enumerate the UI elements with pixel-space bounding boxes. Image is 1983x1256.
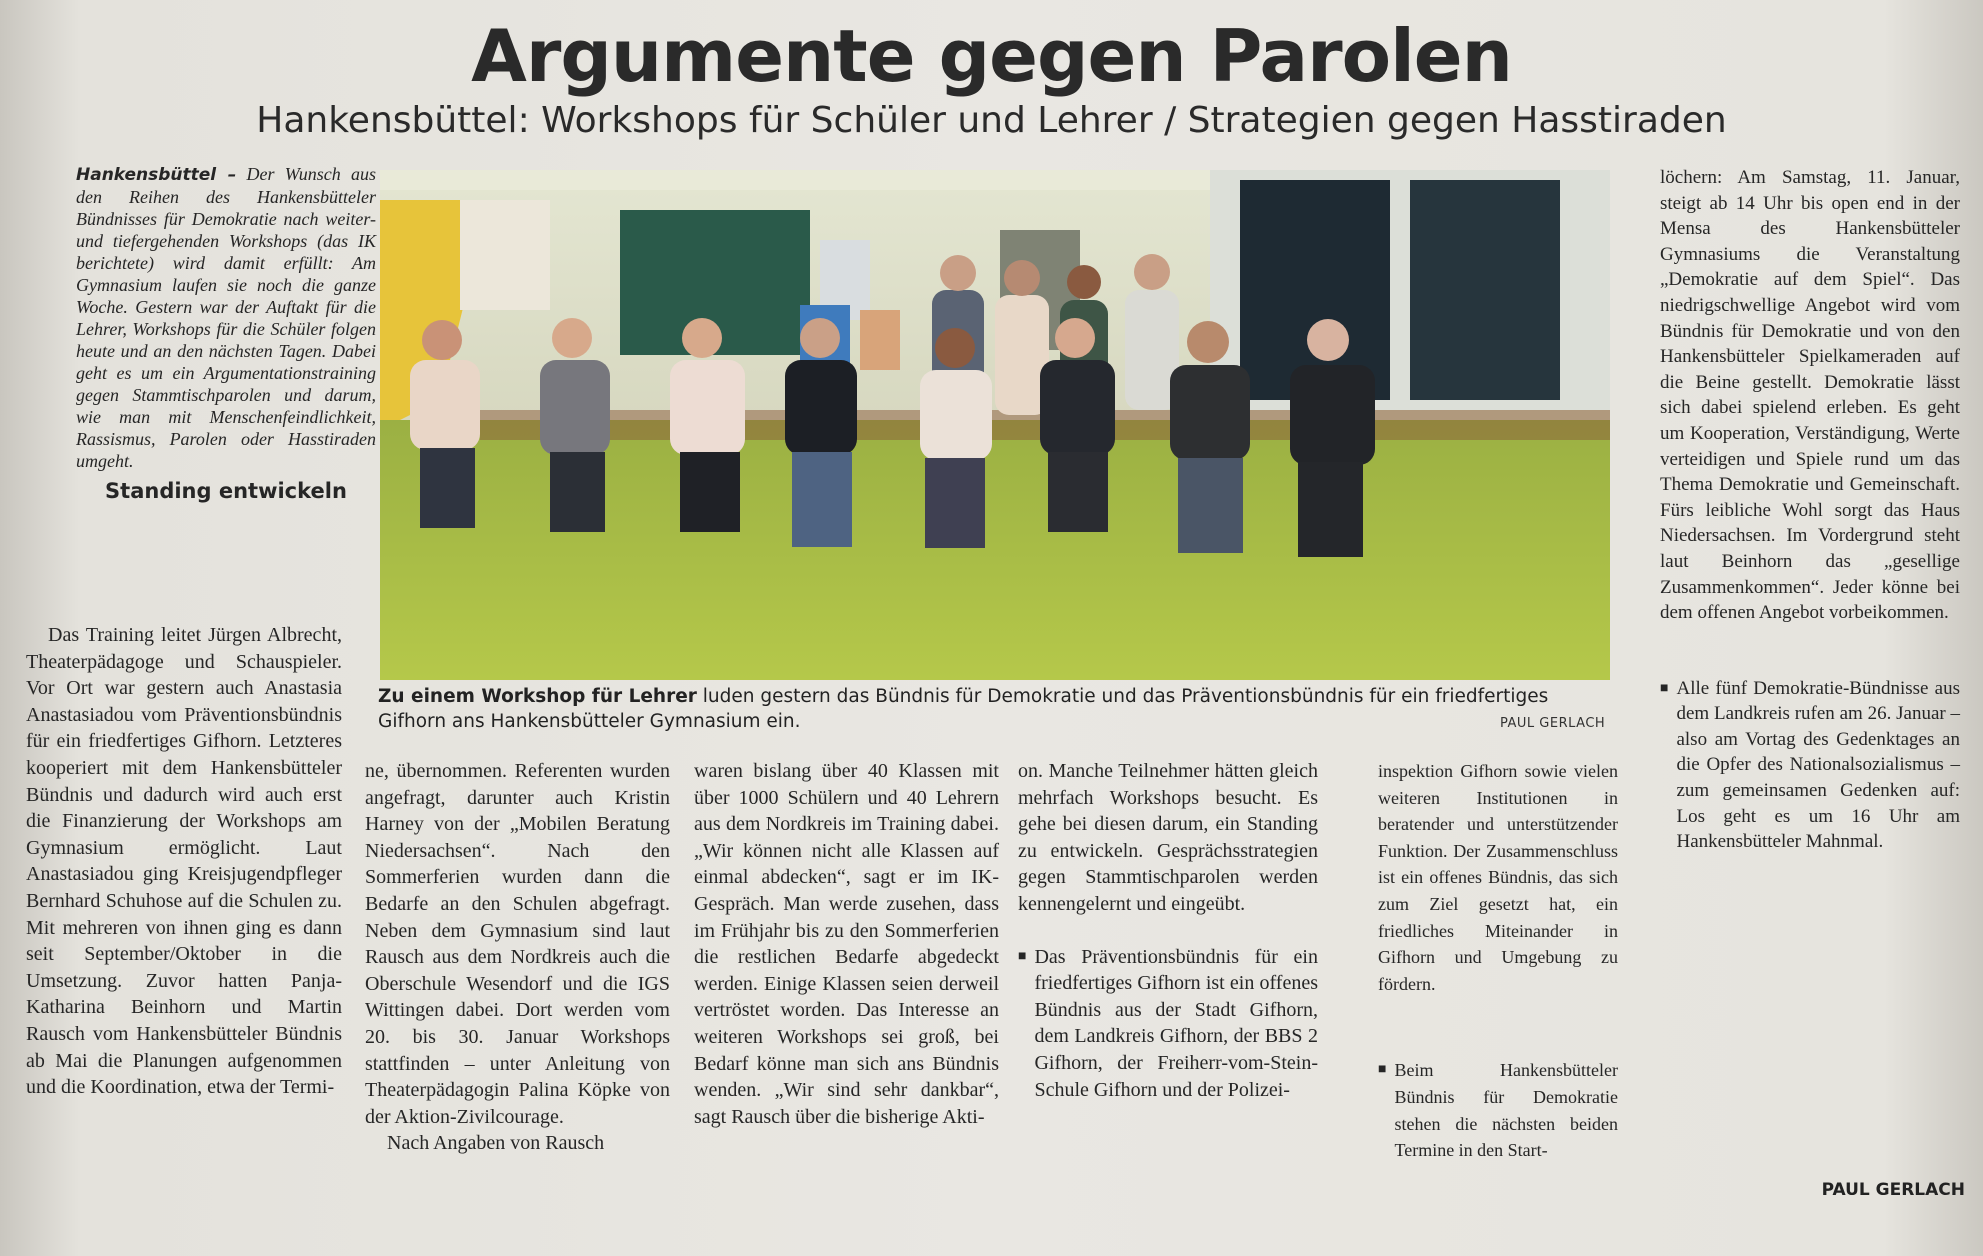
info-bullet	[1660, 676, 1960, 855]
intro-paragraph	[76, 163, 376, 472]
info-bullet	[1378, 1057, 1618, 1163]
bullet-square-icon: ■	[1378, 1062, 1387, 1078]
column-text: Nach Angaben von Rausch	[387, 1132, 605, 1155]
column-text: ne, übernommen. Referenten wurden angefragt, darunter auch Kristin Harney von der „Mobilen Beratung Niedersachsen“. Nach den Sommerferien wurden dann die Bedarfe an den Schulen abgefragt. Neben dem Gymnasium sind laut Rausch aus dem Nordkreis auch die Oberschule Wesendorf und die IGS Wittingen dabei. Dort werden vom 20. bis 30. Januar Workshops stattfinden – unter Anleitung von Theaterpädagogin Palina Köpke von der Aktion-Zivilcourage.	[365, 760, 670, 1128]
subheadline: Hankensbüttel: Workshops für Schüler und Lehrer / Strategien gegen Hasstiraden	[256, 100, 1727, 141]
bullet-square-icon: ■	[1018, 948, 1027, 964]
dateline: Hankensbüttel –	[76, 165, 237, 185]
section-subtitle: Standing entwickeln	[105, 479, 347, 503]
bullet-square-icon: ■	[1660, 680, 1669, 696]
bullet-text: Beim Hankensbütteler Bündnis für Demokratie stehen die nächsten beiden Termine in den Start-	[1394, 1060, 1618, 1161]
article-column-4	[1018, 758, 1318, 1103]
column-text: waren bislang über 40 Klassen mit über 1000 Schülern und 40 Lehrern aus dem Nordkreis im Training dabei. „Wir können nicht alle Klassen auf einmal abdecken“, sagt er im IK-Gespräch. Man werde zusehen, dass im Frühjahr bis zu den Sommerferien die restlichen Bedarfe abgedeckt werden. Einige Klassen seien derweil vertröstet worden. Das Interesse an weiteren Workshops sei groß, bei Bedarf könne man sich ans Bündnis wenden. „Wir sind sehr dankbar“, sagt Rausch über die bisherige Akti-	[694, 760, 999, 1128]
headline: Argumente gegen Parolen	[471, 14, 1512, 98]
article-column-2	[365, 758, 670, 1157]
column-text: Das Training leitet Jürgen Albrecht, Theaterpädagoge und Schauspieler. Vor Ort war gestern auch Anastasia Anastasiadou vom Präventionsbündnis für ein friedfertiges Gifhorn. Letzteres kooperiert mit dem Hankensbütteler Bündnis und dadurch wird auch erst die Finanzierung der Workshops am Gymnasium ermöglicht. Laut Anastasiadou ging Kreisjugendpfleger Bernhard Schuhose auf die Schulen zu. Mit mehreren von ihnen ging es dann seit September/Oktober in die Umsetzung. Zuvor hatten Panja-Katharina Beinhorn und Martin Rausch vom Hankensbütteler Bündnis ab Mai die Planungen aufgenommen und die Koordination, etwa der Termi-	[26, 624, 342, 1099]
article-column-6	[1660, 165, 1960, 855]
column-text: inspektion Gifhorn sowie vielen weiteren Institutionen in beratender und unterstützender Funktion. Der Zusammenschluss ist ein offenes Bündnis, das sich zum Ziel gesetzt hat, ein friedliches Miteinander in Gifhorn und Umgebung zu fördern.	[1378, 761, 1618, 994]
group-photo	[380, 170, 1610, 680]
bullet-text: Alle fünf Demokratie-Bündnisse aus dem Landkreis rufen am 26. Januar – also am Vortag des Gedenktages an die Opfer des Nationalsozialismus – zum gemeinsamen Gedenken auf: Los geht es um 16 Uhr am Hankensbütteler Mahnmal.	[1676, 677, 1960, 853]
photo-illustration	[380, 170, 1610, 680]
caption-text: luden gestern das Bündnis für Demokratie und das Präventionsbündnis für ein friedfertiges Gifhorn ans Hankensbütteler Gymnasium ein.	[378, 686, 1549, 732]
article-column-3	[694, 758, 999, 1130]
author-byline: PAUL GERLACH	[1821, 1180, 1965, 1200]
intro-column	[76, 163, 376, 512]
column-text: on. Manche Teilnehmer hätten gleich mehrfach Workshops besucht. Es gehe bei diesen darum, ein Standing zu entwickeln. Gesprächsstrategien gegen Stammtischparolen werden kennengelernt und eingeübt.	[1018, 760, 1318, 915]
article-column-1	[26, 622, 342, 1101]
intro-text: Der Wunsch aus den Reihen des Hankensbütteler Bündnisses für Demokratie nach weiter- und tiefergehenden Workshops (das IK berichtete) wird damit erfüllt: Am Gymnasium laufen sie noch die ganze Woche. Gestern war der Auftakt für die Lehrer, Workshops für die Schüler folgen heute und an den nächsten Tagen. Dabei geht es um ein Argumentationstraining gegen Stammtischparolen und darum, wie man mit Menschenfeindlichkeit, Rassismus, Parolen oder Hasstiraden umgeht.	[76, 164, 376, 471]
caption-lead: Zu einem Workshop für Lehrer	[378, 686, 697, 707]
photo-caption	[378, 684, 1618, 734]
bullet-text: Das Präventionsbündnis für ein friedfertiges Gifhorn ist ein offenes Bündnis aus der Stadt Gifhorn, dem Landkreis Gifhorn, der BBS 2 Gifhorn, der Freiherr-vom-Stein-Schule Gifhorn und der Polizei-	[1034, 945, 1318, 1101]
info-bullet	[1018, 944, 1318, 1104]
photo-credit: PAUL GERLACH	[1500, 716, 1606, 731]
column-text: löchern: Am Samstag, 11. Januar, steigt ab 14 Uhr bis open end in der Mensa des Hankensbütteler Gymnasiums die Veranstaltung „Demokratie auf dem Spiel“. Das niedrigschwellige Angebot wird vom Bündnis für Demokratie und von den Hankensbütteler Spielkameraden auf die Beine gestellt. Demokratie lässt sich dabei spielend erleben. Es geht um Kooperation, Verständigung, Werte verteidigen und Spiele rund um das Thema Demokratie und Gemeinschaft. Fürs leibliche Wohl sorgt das Haus Niedersachsen. Im Vordergrund steht laut Beinhorn das „gesellige Zusammenkommen“. Jeder könne bei dem offenen Angebot vorbeikommen.	[1660, 167, 1960, 624]
article-column-5	[1378, 758, 1618, 1164]
